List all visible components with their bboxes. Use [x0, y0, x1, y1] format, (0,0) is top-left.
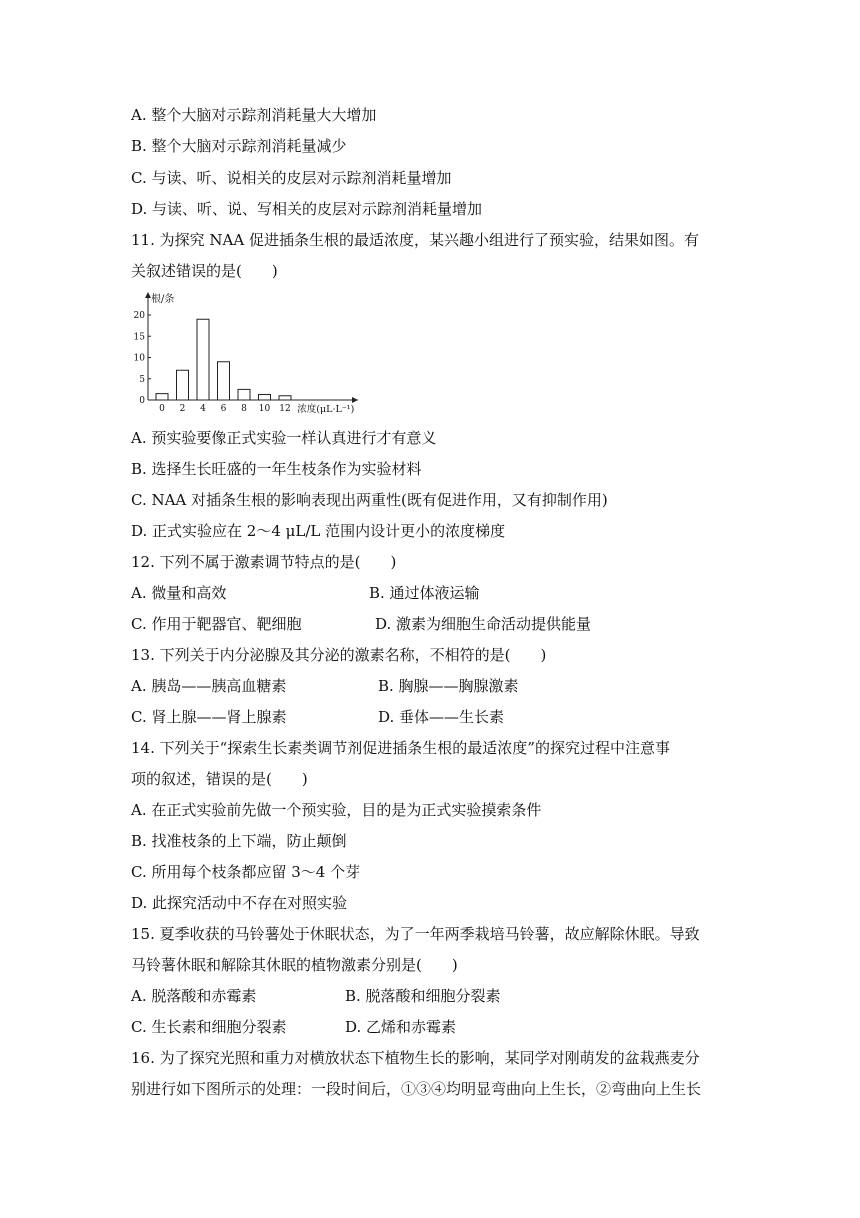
q14-option-d: D. 此探究活动中不存在对照实验 [131, 894, 348, 912]
bar [218, 362, 230, 400]
q10-option-c: C. 与读、听、说相关的皮层对示踪剂消耗量增加 [131, 169, 452, 187]
x-axis-arrow [352, 397, 358, 403]
q11-option-a: A. 预实验要像正式实验一样认真进行才有意义 [131, 429, 437, 447]
y-axis-label: 根/条 [151, 294, 175, 305]
x-tick-label: 4 [200, 404, 206, 414]
q11-stem-line2: 关叙述错误的是( ) [131, 262, 278, 280]
q13-stem: 13. 下列关于内分泌腺及其分泌的激素名称，不相符的是( ) [131, 646, 547, 664]
q14-stem-line1: 14. 下列关于“探索生长素类调节剂促进插条生根的最适浓度”的探究过程中注意事 [131, 739, 670, 757]
q14-stem-line2: 项的叙述，错误的是( ) [131, 770, 308, 788]
x-tick-label: 0 [159, 404, 165, 414]
bar [177, 370, 189, 400]
y-tick-label: 0 [139, 396, 145, 406]
q13-option-d: D. 垂体——生长素 [378, 708, 505, 726]
q13-option-c: C. 肾上腺——肾上腺素 [131, 708, 287, 726]
y-tick-label: 15 [133, 332, 145, 343]
q12-stem: 12. 下列不属于激素调节特点的是( ) [131, 553, 397, 571]
q12-option-a: A. 微量和高效 [131, 584, 227, 602]
q15-option-c: C. 生长素和细胞分裂素 [131, 1018, 287, 1036]
x-tick-label: 6 [220, 404, 227, 414]
x-tick-label: 10 [258, 404, 271, 414]
q15-stem-line2: 马铃薯休眠和解除其休眠的植物激素分别是( ) [131, 956, 458, 974]
bar [279, 396, 291, 400]
q12-option-d: D. 激素为细胞生命活动提供能量 [375, 615, 592, 633]
x-tick-label: 12 [279, 404, 291, 414]
q10-option-b: B. 整个大脑对示踪剂消耗量减少 [131, 137, 347, 155]
bar [197, 319, 209, 400]
q14-option-b: B. 找准枝条的上下端，防止颠倒 [131, 832, 347, 850]
q15-option-d: D. 乙烯和赤霉素 [345, 1018, 457, 1036]
bar [156, 394, 168, 400]
q11-option-d: D. 正式实验应在 2～4 μL/L 范围内设计更小的浓度梯度 [131, 522, 506, 540]
x-tick-label: 2 [179, 404, 186, 414]
q15-stem-line1: 15. 夏季收获的马铃薯处于休眠状态，为了一年两季栽培马铃薯，故应解除休眠。导致 [131, 925, 700, 943]
q13-option-b: B. 胸腺——胸腺激素 [378, 677, 519, 695]
q15-option-b: B. 脱落酸和细胞分裂素 [345, 987, 501, 1005]
q10-option-d: D. 与读、听、说、写相关的皮层对示踪剂消耗量增加 [131, 200, 483, 218]
q10-option-a: A. 整个大脑对示踪剂消耗量大大增加 [131, 106, 377, 124]
q16-stem-line1: 16. 为了探究光照和重力对横放状态下植物生长的影响，某同学对刚萌发的盆栽燕麦分 [131, 1049, 700, 1067]
q14-option-a: A. 在正式实验前先做一个预实验，目的是为正式实验摸索条件 [131, 801, 542, 819]
x-axis-label: 浓度(μL·L⁻¹) [297, 404, 355, 415]
q12-option-c: C. 作用于靶器官、靶细胞 [131, 615, 302, 633]
q14-option-c: C. 所用每个枝条都应留 3～4 个芽 [131, 863, 361, 881]
q11-bar-chart [128, 290, 368, 420]
q12-option-b: B. 通过体液运输 [369, 584, 480, 602]
q15-option-a: A. 脱落酸和赤霉素 [131, 987, 257, 1005]
y-tick-label: 20 [133, 311, 145, 321]
q11-stem-line1: 11. 为探究 NAA 促进插条生根的最适浓度，某兴趣小组进行了预实验，结果如图。有 [131, 231, 699, 249]
q11-option-b: B. 选择生长旺盛的一年生枝条作为实验材料 [131, 460, 422, 478]
q16-stem-line2: 别进行如下图所示的处理：一段时间后，①③④均明显弯曲向上生长，②弯曲向上生长 [131, 1080, 702, 1098]
q11-option-c: C. NAA 对插条生根的影响表现出两重性(既有促进作用，又有抑制作用) [131, 491, 608, 509]
q13-option-a: A. 胰岛——胰高血糖素 [131, 677, 287, 695]
x-tick-label: 8 [241, 404, 247, 414]
bar [259, 394, 271, 400]
y-tick-label: 5 [139, 374, 145, 385]
bar [238, 389, 250, 400]
y-tick-label: 10 [133, 353, 145, 364]
